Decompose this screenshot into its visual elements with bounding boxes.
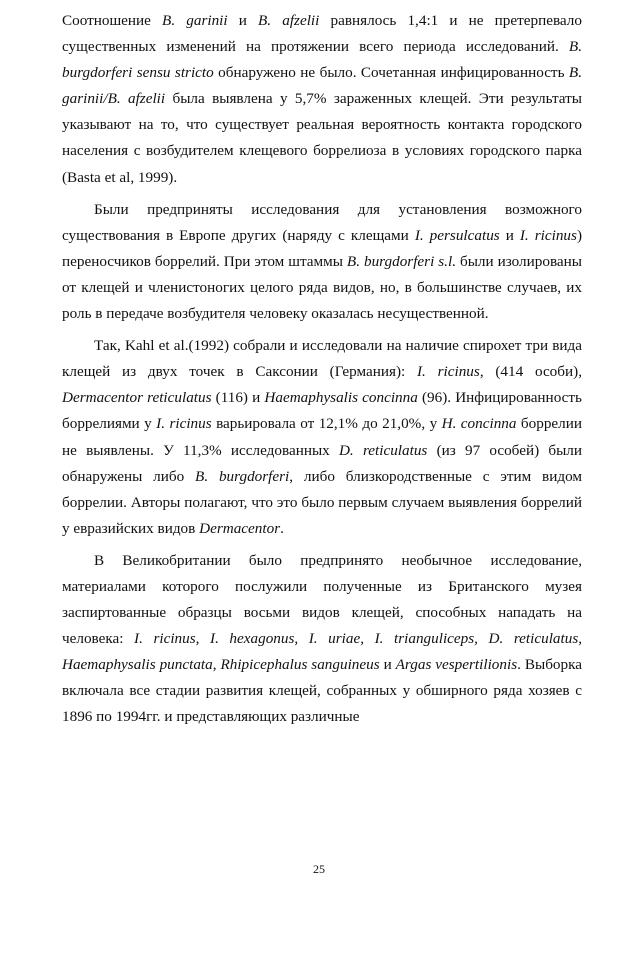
text-run: и: [499, 226, 520, 244]
italic-term: B. garinii/B. afzelii: [62, 64, 582, 108]
text-run: были изолированы от клещей и членистоногих целого ряда видов, но, в большинстве случаев, их роль в передаче возбудителя человеку оказалась несущественной.: [62, 252, 582, 323]
text-run: ,: [474, 630, 489, 648]
text-run: , либо близкородственные с этим видом боррелии. Авторы полагают, что это было первым случаем выявления боррелий у евразийских видов: [62, 467, 582, 537]
text-run: ,: [212, 656, 221, 674]
text-run: равнялось 1,4:1 и не претерпевало существенных изменений на протяжении всего периода исследований.: [62, 12, 582, 56]
text-run: Соотношение: [62, 12, 163, 29]
text-run: (96). Инфицированность боррелиями у: [62, 389, 582, 433]
text-run: боррелии не выявлены. У 11,3% исследованных: [62, 415, 583, 459]
italic-term: Argas vespertilionis: [395, 656, 518, 674]
text-run: . Выборка включала все стадии развития клещей, собранных у обширного ряда хозяев с 1896 по 1994гг. и представляющих различные: [62, 656, 583, 726]
italic-term: I. ricinus: [417, 363, 480, 381]
paragraph: [62, 548, 582, 731]
text-run: была выявлена у 5,7% зараженных клещей. Эти результаты указывают на то, что существует реальная вероятность контакта городского населения с возбудителем клещевого боррелиоза в условиях городского парка (Basta et al, 1999).: [62, 90, 582, 186]
italic-term: Dermacentor reticulatus: [62, 389, 212, 407]
text-run: Были предприняты исследования для установления возможного существования в Европе других (наряду с клещами: [62, 200, 582, 244]
paragraph: [62, 8, 582, 191]
text-run: варьировала от 12,1% до 21,0%, у: [211, 415, 442, 433]
italic-term: I. ricinus: [519, 226, 577, 244]
paragraph: [62, 333, 582, 542]
text-run: , (414 особи),: [479, 363, 582, 381]
italic-term: Rhipicephalus sanguineus: [220, 656, 380, 674]
italic-term: B. burgdorferi s.l.: [346, 252, 457, 270]
italic-term: Haemaphysalis concinna: [264, 389, 418, 407]
text-run: ,: [360, 630, 375, 648]
italic-term: B. garinii: [162, 12, 228, 29]
page-number: 25: [313, 862, 325, 876]
text-run: .: [280, 519, 284, 537]
text-run: Так, Kahl et al.(1992) собрали и исследовали на наличие спирохет три вида клещей из двух точек в Саксонии (Германия):: [62, 337, 582, 381]
text-run: ,: [195, 630, 211, 648]
italic-term: B. burgdorferi sensu stricto: [62, 38, 582, 82]
text-run: В Великобритании было предпринято необычное исследование, материалами которого послужили полученные из Британского музея заспиртованные образцы восьми видов клещей, способных нападать на человека:: [62, 551, 582, 648]
text-run: ,: [578, 630, 583, 648]
italic-term: I. ricinus: [134, 630, 196, 648]
italic-term: D. reticulatus: [338, 441, 428, 459]
document-body: [62, 8, 582, 737]
italic-term: I. uriae: [308, 630, 361, 648]
italic-term: D. reticulatus: [488, 630, 579, 648]
text-run: обнаружено не было. Сочетанная инфицированность: [213, 64, 569, 82]
text-run: ,: [294, 630, 309, 648]
italic-term: Haemaphysalis punctata: [62, 656, 213, 674]
text-run: и: [227, 12, 259, 29]
text-run: и: [379, 656, 396, 674]
italic-term: I. trianguliceps: [374, 630, 475, 648]
italic-term: H. concinna: [441, 415, 517, 433]
italic-term: I. ricinus: [156, 415, 212, 433]
text-run: (из 97 особей) были обнаружены либо: [62, 441, 582, 485]
italic-term: I. persulcatus: [414, 226, 500, 244]
italic-term: B. burgdorferi: [195, 467, 290, 485]
italic-term: Dermacentor: [199, 519, 281, 537]
text-run: (116) и: [211, 389, 265, 407]
italic-term: I. hexagonus: [210, 630, 295, 648]
paragraph: [62, 197, 582, 327]
text-run: ) переносчиков боррелий. При этом штаммы: [62, 226, 582, 270]
italic-term: B. afzelii: [258, 12, 320, 29]
